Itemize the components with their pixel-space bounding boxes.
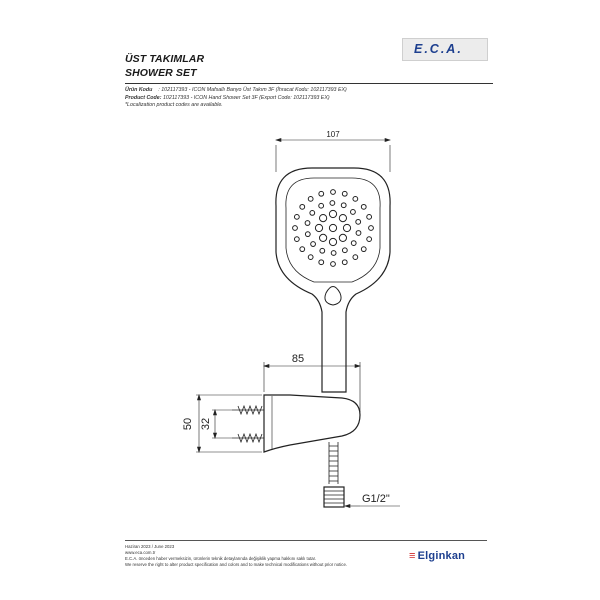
middle-nozzle (305, 232, 310, 237)
middle-nozzle (331, 251, 336, 256)
footer-divider (125, 540, 487, 541)
elginkan-brand (409, 550, 465, 562)
elginkan-mark-icon: ≡ (409, 550, 416, 562)
outer-nozzle (361, 247, 366, 252)
outer-nozzle (308, 255, 313, 260)
inner-nozzle (320, 234, 327, 241)
footer-website: www.eca.com.tr (125, 550, 156, 555)
product-code-tr-label: Ürün Kodu (125, 87, 153, 93)
middle-nozzle (319, 203, 324, 208)
outer-nozzle (367, 237, 372, 242)
center-nozzle (329, 224, 336, 231)
middle-nozzle (351, 210, 356, 215)
hole-spacing-label: 32 (200, 417, 212, 431)
product-code-tr-value: : 102117393 - ICON Mafsallı Banyo Üst Takım 3F (İhracat Kodu: 102117393 EX) (158, 87, 347, 93)
localization-note: *Localization product codes are available. (125, 102, 223, 108)
depth-label: 85 (291, 353, 305, 365)
outer-nozzle (353, 196, 358, 201)
inner-nozzle (315, 224, 322, 231)
page-title-en: SHOWER SET (125, 67, 197, 79)
middle-nozzle (311, 242, 316, 247)
product-code-en-value: 102117393 - ICON Hand Shower Set 3F (Export Code: 102117393 EX) (162, 95, 330, 101)
outer-nozzle (342, 260, 347, 265)
outer-nozzle (300, 204, 305, 209)
inner-nozzle (329, 210, 336, 217)
brand-text: Elginkan (417, 550, 466, 562)
middle-nozzle (342, 248, 347, 253)
wall-screws (232, 406, 264, 442)
middle-nozzle (341, 203, 346, 208)
outer-nozzle (342, 191, 347, 196)
outer-nozzle (308, 196, 313, 201)
middle-nozzle (305, 221, 310, 226)
footer-disclaimer-tr: E.C.A. önceden haber vermeksizin, ürünlerin teknik detaylarında değişiklik yapma hakkını saklı tutar. (125, 556, 317, 561)
logo-text: E.C.A. (414, 42, 463, 56)
inner-nozzle (320, 215, 327, 222)
footer-disclaimer-en: We reserve the right to alter product specification and colors and to make technical modifications without prior notice. (125, 562, 348, 567)
inner-nozzle (339, 215, 346, 222)
wall-holder (264, 395, 360, 452)
product-code-en-label: Product Code: (125, 95, 162, 101)
height-label: 50 (182, 417, 194, 431)
outer-nozzle (293, 226, 298, 231)
middle-nozzle (310, 210, 315, 215)
spray-nozzles (293, 190, 374, 267)
hole-spacing-dimension (212, 410, 232, 438)
outer-nozzle (369, 226, 374, 231)
inner-nozzle (329, 238, 336, 245)
outer-nozzle (300, 247, 305, 252)
width-dimension (276, 138, 390, 172)
footer-date: Haziran 2023 / June 2023 (125, 544, 175, 549)
outer-nozzle (319, 191, 324, 196)
inner-nozzle (339, 234, 346, 241)
middle-nozzle (356, 219, 361, 224)
inner-nozzle (343, 224, 350, 231)
outer-nozzle (331, 190, 336, 195)
outer-nozzle (353, 255, 358, 260)
thread-label: G1/2" (362, 493, 390, 505)
outer-nozzle (361, 204, 366, 209)
middle-nozzle (320, 248, 325, 253)
outer-nozzle (319, 260, 324, 265)
middle-nozzle (330, 201, 335, 206)
shower-hose (324, 442, 344, 507)
outer-nozzle (294, 237, 299, 242)
outer-nozzle (367, 214, 372, 219)
outer-nozzle (294, 214, 299, 219)
outer-nozzle (331, 262, 336, 267)
middle-nozzle (356, 231, 361, 236)
page-title-tr: ÜST TAKIMLAR (125, 53, 205, 65)
width-label: 107 (326, 130, 340, 139)
middle-nozzle (351, 241, 356, 246)
